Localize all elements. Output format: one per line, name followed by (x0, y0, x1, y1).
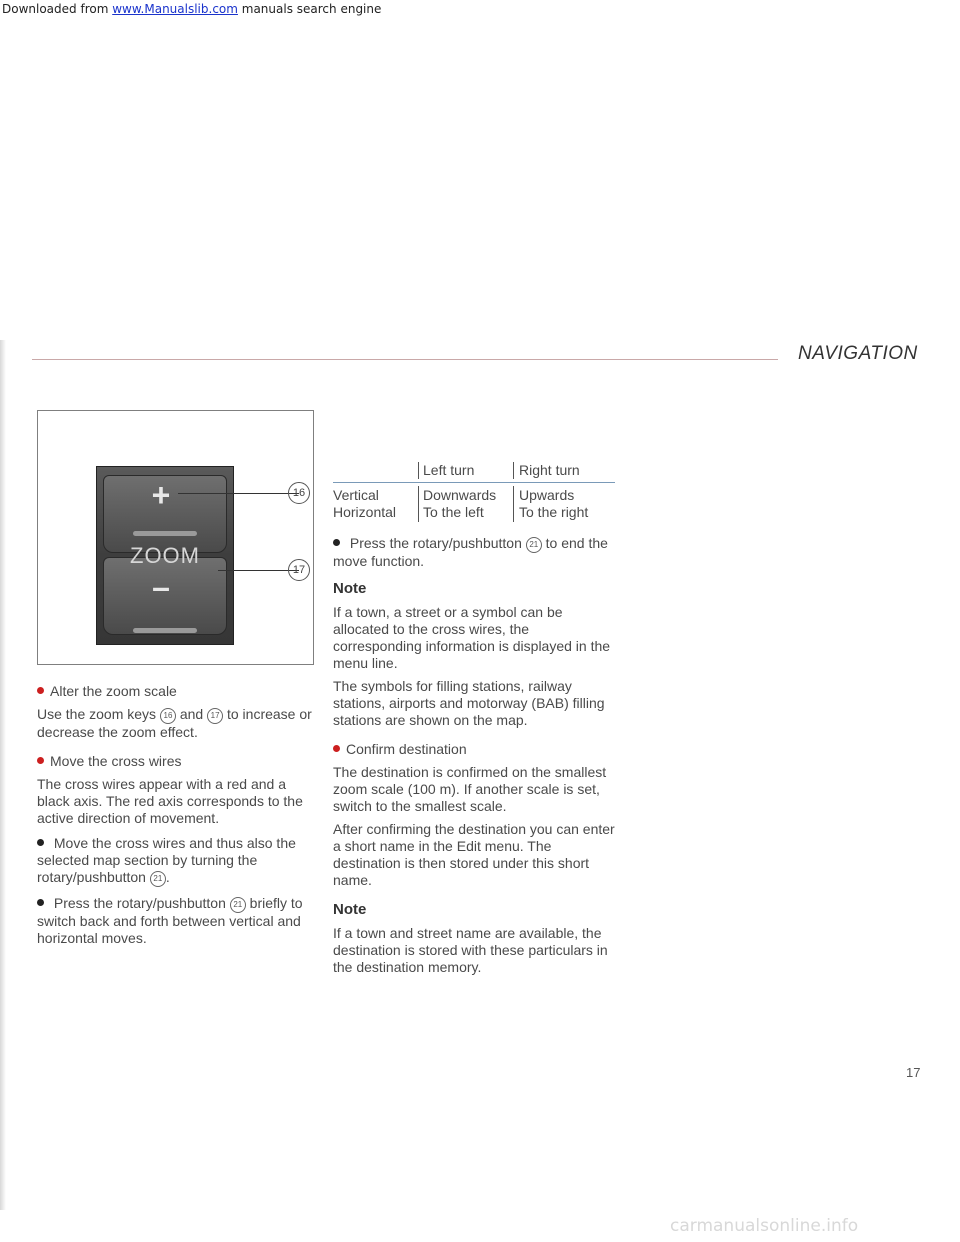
press-end-bullet (333, 535, 615, 570)
note-paragraph: If a town, a street or a symbol can be allocated to the cross wires, the corresponding information is displayed in the menu line. (333, 604, 611, 671)
table-divider (418, 486, 419, 522)
text-span: briefly to switch back and forth between vertical and horizontal moves. (37, 895, 303, 946)
table-header-row (333, 462, 615, 479)
zoom-keys-figure (37, 410, 314, 665)
text-span: Use the zoom keys (37, 706, 157, 722)
zoom-label: ZOOM (130, 543, 200, 568)
note-paragraph: The symbols for filling stations, railway stations, airports and motorway (BAB) filling stations are shown on the map. (333, 678, 605, 728)
table-cell: To the left (423, 504, 484, 520)
manualslib-link[interactable]: www.Manualslib.com (112, 2, 238, 16)
download-banner (0, 0, 960, 18)
minus-icon: – (152, 569, 170, 605)
section-title: NAVIGATION (798, 343, 918, 364)
text-span: Press the rotary/pushbutton (53, 895, 226, 911)
table-rule (333, 482, 615, 483)
text-span: to increase or decrease the zoom effect. (37, 706, 312, 740)
table-cell: Horizontal (333, 504, 397, 520)
table-divider (418, 462, 419, 479)
table-cell: To the right (519, 504, 589, 520)
table-divider (513, 486, 514, 522)
left-column (37, 683, 312, 947)
move-cross-wires-heading: Move the cross wires (37, 753, 312, 770)
banner-suffix: manuals search engine (237, 2, 382, 16)
text-span: Move the cross wires and thus also the selected map section by turning the rotary/pushbutton (37, 835, 296, 885)
move-cross-wires-text: The cross wires appear with a red and a black axis. The red axis corresponds to the active direction of movement. (37, 776, 303, 826)
table-header: Right turn (519, 462, 580, 478)
confirm-destination-heading: Confirm destination (333, 741, 615, 758)
banner-prefix: Downloaded from (2, 2, 113, 16)
table-row (333, 487, 615, 504)
text-span: Press the rotary/pushbutton (349, 535, 522, 551)
key-divider (133, 628, 197, 633)
press-bullet (37, 895, 312, 947)
key-ref-21: 21 (230, 897, 246, 913)
table-cell: Upwards (519, 487, 575, 503)
note-title: Note (333, 901, 367, 918)
page-number: 17 (906, 1065, 921, 1080)
page-edge-shadow (0, 340, 6, 1210)
alter-zoom-text (37, 706, 312, 741)
callout-16: 16 (288, 482, 310, 504)
table-cell: Vertical (333, 487, 379, 503)
note-paragraph: If a town and street name are available, the destination is stored with these particulars in the destination memory. (333, 925, 608, 975)
move-bullet: Move the cross wires and thus also the selected map section by turning the rotary/pushbutton 21 . (37, 835, 312, 887)
key-ref-21: 21 (526, 537, 542, 553)
callout-17: 17 (288, 559, 310, 581)
confirm-paragraph: The destination is confirmed on the smallest zoom scale (100 m). If another scale is set, switch to the smallest scale. (333, 764, 607, 814)
table-divider (513, 462, 514, 479)
header-rule (32, 359, 778, 360)
key-ref-17: 17 (207, 708, 223, 724)
table-cell: Downwards (423, 487, 497, 503)
alter-zoom-heading: Alter the zoom scale (37, 683, 312, 700)
key-ref-16: 16 (160, 708, 176, 724)
table-row (333, 504, 615, 521)
confirm-paragraph: After confirming the destination you can enter a short name in the Edit menu. The destination is then stored under this short name. (333, 821, 615, 888)
note-title: Note (333, 580, 367, 597)
right-column (333, 535, 615, 976)
callout-leader-16 (178, 493, 299, 494)
key-divider (133, 531, 197, 536)
text-span: and (179, 706, 204, 722)
table-header: Left turn (423, 462, 475, 478)
callout-leader-17 (218, 570, 299, 571)
key-ref-21: 21 (150, 871, 166, 887)
text-span: to end the move function. (333, 535, 608, 569)
watermark: carmanualsonline.info (670, 1216, 859, 1236)
plus-icon: + (151, 477, 171, 513)
